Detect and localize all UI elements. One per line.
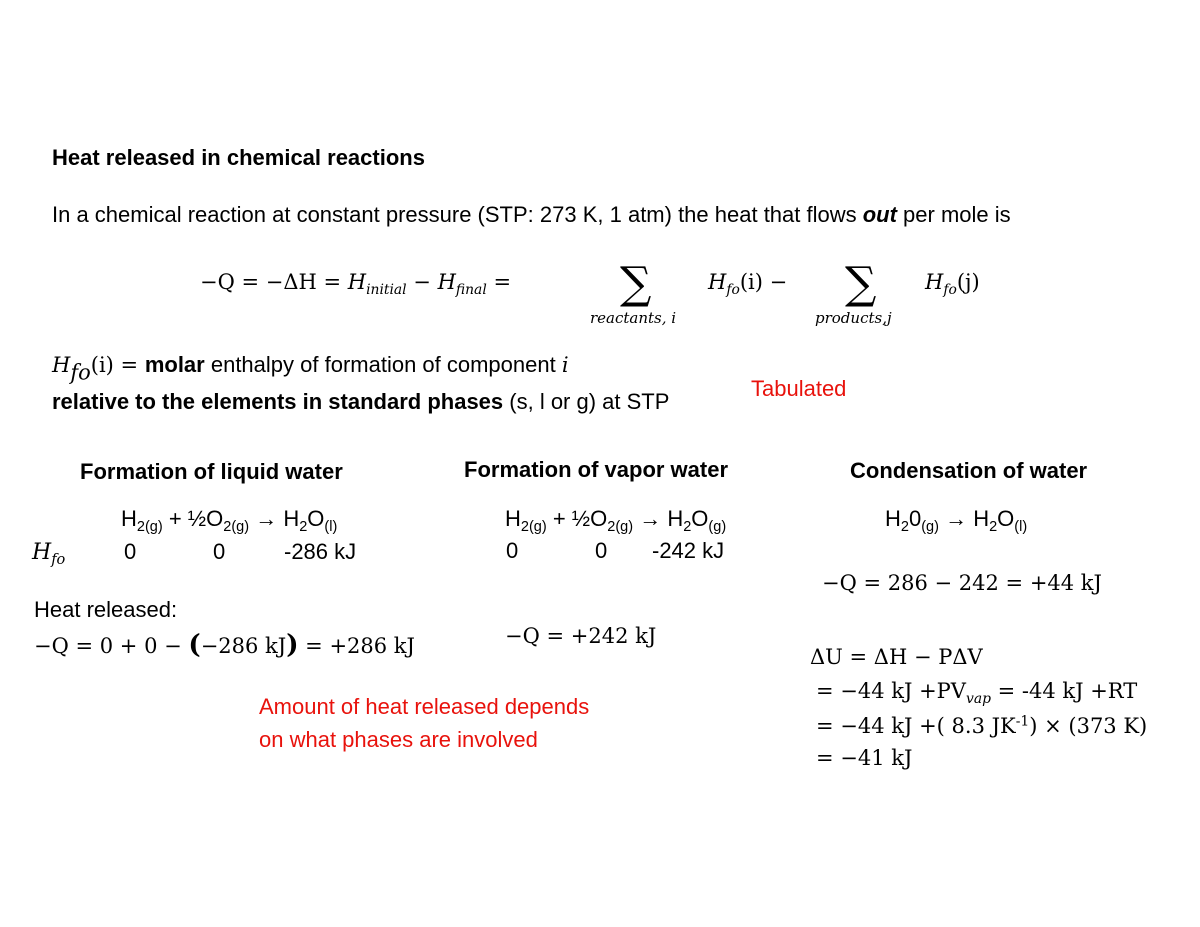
lq-eq-c: = +286 kJ xyxy=(298,634,415,658)
intro-emph: out xyxy=(862,202,897,227)
rc-arrow: → H xyxy=(938,506,990,531)
intro-after: per mole is xyxy=(896,202,1011,227)
rc-o: 0 xyxy=(908,506,922,531)
du3-a: = −44 kJ +( 8.3 JK xyxy=(816,714,1016,738)
note-line-1: Amount of heat released depends xyxy=(259,694,590,719)
eq-minus: − xyxy=(406,270,438,294)
term-i-sub: fo xyxy=(726,281,740,298)
heading-condensation: Condensation of water xyxy=(850,458,1088,483)
du3-sup: -1 xyxy=(1015,713,1030,730)
sum-products-sigma: ∑ xyxy=(845,258,877,309)
sum-reactants-limit: reactants, i xyxy=(590,309,677,327)
lq-eq-a: −Q = 0 + 0 − xyxy=(34,634,189,658)
rv-p-sub1: 2 xyxy=(683,519,692,536)
vapor-value-h2: 0 xyxy=(506,538,519,563)
rc-p-sub1: 2 xyxy=(989,519,998,536)
def-bold-relative: relative to the elements in standard phases xyxy=(52,389,504,414)
du-line-3 xyxy=(816,714,1147,738)
liquid-heat-equation: −Q = 0 + 0 − (−286 kJ) = +286 kJ xyxy=(34,630,415,660)
du2-b: = -44 kJ +RT xyxy=(990,679,1138,703)
sum-products-limit: products,j xyxy=(815,309,892,327)
rc-p-o: O xyxy=(997,506,1015,531)
def-bold-molar: molar xyxy=(144,352,205,377)
rl-h-sub: 2(g) xyxy=(136,519,163,536)
rl-o-sub: 2(g) xyxy=(223,519,250,536)
lq-eq-b: −286 kJ xyxy=(200,634,287,658)
def-h: H xyxy=(52,353,71,377)
rl-plus: + ½O xyxy=(162,506,224,531)
def-sym-tail: (i) = xyxy=(90,353,145,377)
rl-h: H xyxy=(121,506,137,531)
term-j-sub: fo xyxy=(943,281,957,298)
rv-plus: + ½O xyxy=(546,506,608,531)
intro-text xyxy=(52,202,1011,228)
hfo-row-label xyxy=(32,540,66,569)
liquid-value-o2: 0 xyxy=(213,539,226,564)
note-line-2: on what phases are involved xyxy=(259,727,538,752)
rv-p-sub2: (g) xyxy=(708,519,727,536)
du-line-1: ΔU = ΔH − PΔV xyxy=(810,645,983,669)
heading-liquid: Formation of liquid water xyxy=(80,459,343,484)
rl-p-sub1: 2 xyxy=(299,519,308,536)
reaction-condensation xyxy=(885,506,1028,536)
page-title: Heat released in chemical reactions xyxy=(52,145,425,170)
vapor-value-o2: 0 xyxy=(595,538,608,563)
condensation-heat-equation: −Q = 286 − 242 = +44 kJ xyxy=(822,571,1102,595)
rv-o-sub: 2(g) xyxy=(607,519,634,536)
main-equation xyxy=(200,270,512,298)
term-j-rest: (j) xyxy=(956,270,980,294)
term-i-rest: (i) − xyxy=(739,270,788,294)
eq-equals: = xyxy=(486,270,512,294)
rv-h-sub: 2(g) xyxy=(520,519,547,536)
rc-o-sub: (g) xyxy=(921,519,939,536)
definition-line-2 xyxy=(52,389,669,415)
eq-h-final: H xyxy=(437,270,456,294)
liquid-value-h2: 0 xyxy=(124,539,137,564)
sum-reactants-sigma: ∑ xyxy=(620,258,652,309)
hfo-h: H xyxy=(32,540,52,565)
reaction-vapor xyxy=(505,506,727,536)
hfo-sub: fo xyxy=(51,552,66,569)
sum-reactants-term xyxy=(708,270,788,298)
def-var-i: i xyxy=(561,353,569,377)
rc-p-sub2: (l) xyxy=(1014,519,1028,536)
liquid-value-h2o: -286 kJ xyxy=(284,539,357,564)
intro-before: In a chemical reaction at constant pressure (STP: 273 K, 1 atm) the heat that flows xyxy=(52,202,863,227)
definition-line-1 xyxy=(52,352,569,385)
rv-p-o: O xyxy=(691,506,709,531)
eq-lhs: −Q = −ΔH = xyxy=(200,270,348,294)
eq-h-initial: H xyxy=(347,270,367,294)
rv-arrow: → H xyxy=(633,506,684,531)
du-line-4: = −41 kJ xyxy=(816,746,913,770)
def-text1: enthalpy of formation of component xyxy=(204,352,562,377)
term-i-h: H xyxy=(708,270,727,294)
def-sub: fo xyxy=(70,360,91,385)
def-text2: (s, l or g) at STP xyxy=(503,389,670,414)
rv-h: H xyxy=(505,506,521,531)
rl-p-o: O xyxy=(307,506,325,531)
vapor-heat-equation: −Q = +242 kJ xyxy=(505,624,657,648)
du-line-2 xyxy=(816,679,1138,707)
vapor-value-h2o: -242 kJ xyxy=(652,538,725,563)
rl-p-sub2: (l) xyxy=(324,519,338,536)
du2-sub: vap xyxy=(965,690,991,707)
sum-products-term xyxy=(925,270,980,298)
tabulated-label: Tabulated xyxy=(751,376,847,401)
eq-initial-sub: initial xyxy=(366,281,407,298)
reaction-liquid xyxy=(121,506,338,536)
term-j-h: H xyxy=(925,270,944,294)
du2-a: = −44 kJ +PV xyxy=(816,679,966,703)
eq-final-sub: final xyxy=(455,281,487,298)
rc-h-sub: 2 xyxy=(900,519,909,536)
rl-arrow: → H xyxy=(249,506,300,531)
rc-h: H xyxy=(885,506,901,531)
du3-b: ) × (373 K) xyxy=(1029,714,1148,738)
heat-released-label: Heat released: xyxy=(34,597,178,622)
heading-vapor: Formation of vapor water xyxy=(464,457,729,482)
